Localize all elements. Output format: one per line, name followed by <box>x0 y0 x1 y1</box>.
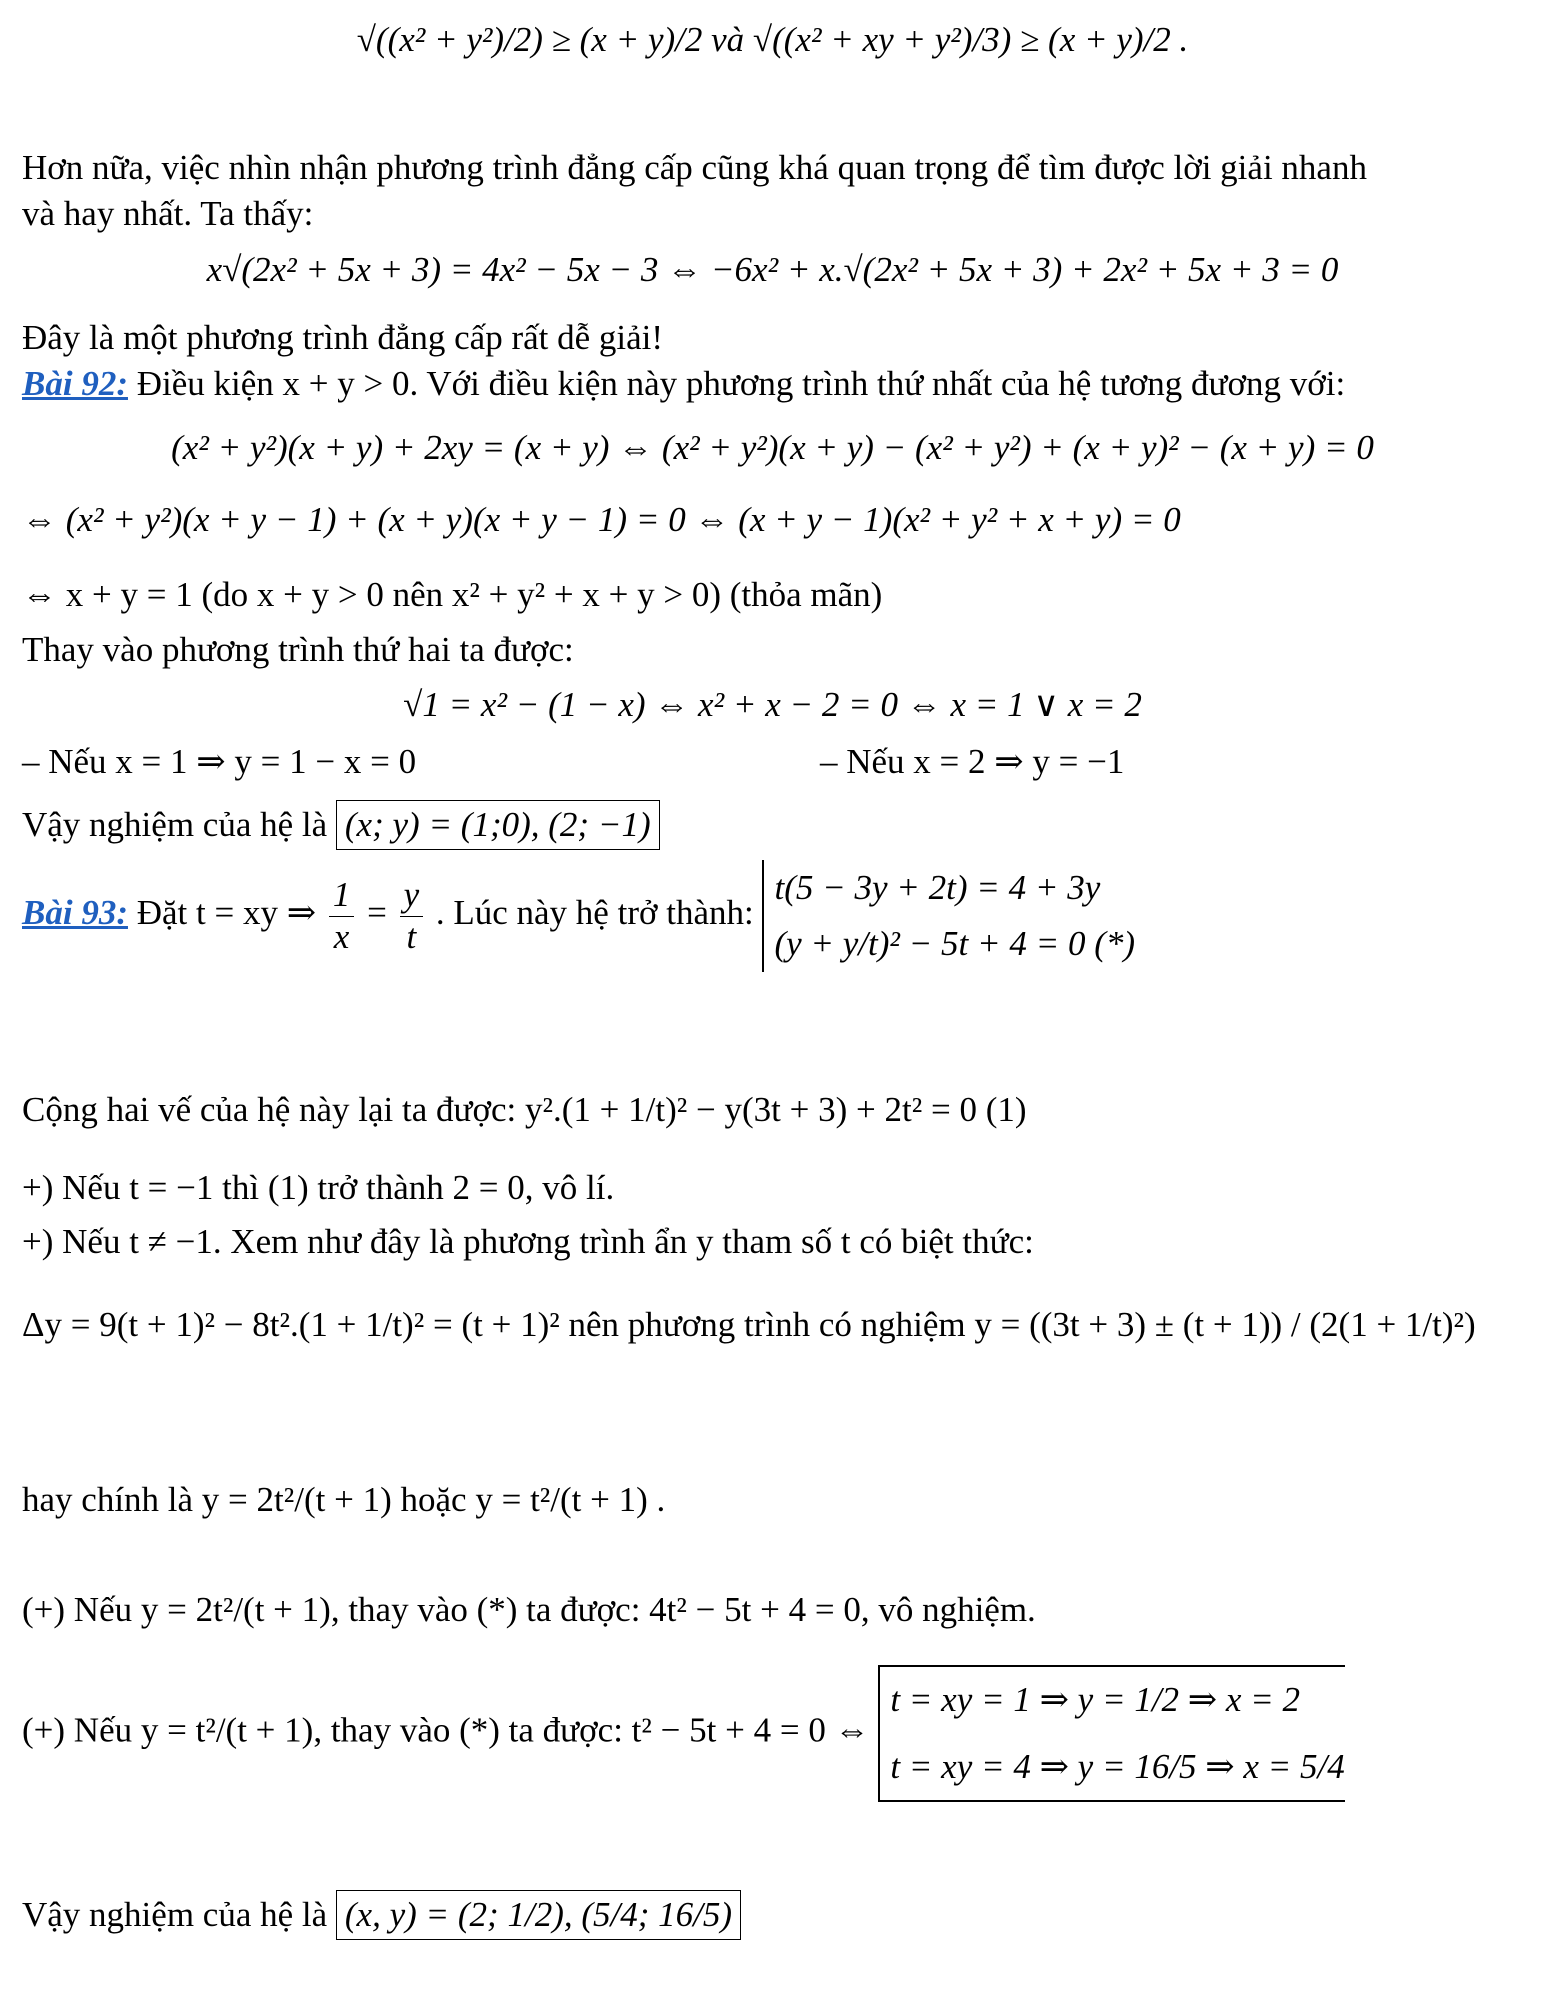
equation-92-line-4 <box>0 685 1545 725</box>
paragraph-text-3: Đây là một phương trình đẳng cấp rất dễ giải! <box>22 318 664 357</box>
equation-92-text-2: ⇔ (x² + y²)(x + y − 1) + (x + y)(x + y − 1) = 0 ⇔ (x + y − 1)(x² + y² + x + y) = 0 <box>22 500 1181 539</box>
fraction-y-over-t <box>400 875 424 957</box>
paragraph-text-4: Thay vào phương trình thứ hai ta được: <box>22 630 574 669</box>
solution-bracket <box>878 1665 1344 1802</box>
case-t-minus-1-text: +) Nếu t = −1 thì (1) trở thành 2 = 0, vô lí. <box>22 1168 615 1207</box>
solutions-y <box>22 1480 665 1520</box>
inequality-line <box>0 20 1545 60</box>
paragraph-line-4 <box>22 630 574 670</box>
equation-92-line-1 <box>0 428 1545 468</box>
answer-93-box: (x, y) = (2; 1/2), (5/4; 16/5) <box>336 1890 741 1940</box>
answer-93-prefix: Vậy nghiệm của hệ là <box>22 1895 336 1934</box>
answer-92-box: (x; y) = (1;0), (2; −1) <box>336 800 660 850</box>
equals-sign: = <box>358 893 396 933</box>
system-equation-1: t(5 − 3y + 2t) = 4 + 3y <box>774 868 1101 907</box>
case-t-minus-1 <box>22 1168 614 1208</box>
problem-92-header <box>22 364 1345 404</box>
answer-92 <box>22 800 660 850</box>
problem-93-label: Bài 93: <box>22 893 128 933</box>
bracket-line-1: t = xy = 1 ⇒ y = 1/2 ⇒ x = 2 <box>890 1680 1301 1719</box>
problem-93-text-b: . Lúc này hệ trở thành: <box>427 893 763 933</box>
problem-93-text-a: Đặt t = xy ⇒ <box>127 893 325 933</box>
problem-93-header <box>22 860 1135 972</box>
equation-homogeneous-text: x√(2x² + 5x + 3) = 4x² − 5x − 3 ⇔ −6x² + x.√(2x² + 5x + 3) + 2x² + 5x + 3 = 0 <box>206 250 1339 289</box>
case-x2-text: – Nếu x = 2 ⇒ y = −1 <box>820 742 1125 781</box>
equation-92-line-3 <box>22 575 882 615</box>
system-equation-2: (y + y/t)² − 5t + 4 = 0 (*) <box>774 924 1136 963</box>
fraction-denominator: x <box>333 916 350 956</box>
case-x1-text: – Nếu x = 1 ⇒ y = 1 − x = 0 <box>22 742 417 781</box>
equation-92-text-1: (x² + y²)(x + y) + 2xy = (x + y) ⇔ (x² + y²)(x + y) − (x² + y²) + (x + y)² − (x + y) = 0 <box>171 428 1374 467</box>
equation-93-line-1 <box>22 1090 1027 1130</box>
bracket-line-2: t = xy = 4 ⇒ y = 16/5 ⇒ x = 5/4 <box>890 1746 1345 1786</box>
paragraph-text-2: và hay nhất. Ta thấy: <box>22 194 314 233</box>
case-x1 <box>22 742 416 782</box>
discriminant-line <box>22 1305 1476 1345</box>
problem-92-text: Điều kiện x + y > 0. Với điều kiện này phương trình thứ nhất của hệ tương đương với: <box>127 364 1346 403</box>
answer-92-prefix: Vậy nghiệm của hệ là <box>22 805 336 844</box>
case-y-2t2-text: (+) Nếu y = 2t²/(t + 1), thay vào (*) ta được: 4t² − 5t + 4 = 0, vô nghiệm. <box>22 1590 1036 1629</box>
equation-92-text-3: ⇔ x + y = 1 (do x + y > 0 nên x² + y² + x + y > 0) (thỏa mãn) <box>22 575 883 614</box>
case-t-not-minus-1-text: +) Nếu t ≠ −1. Xem như đây là phương trình ẩn y tham số t có biệt thức: <box>22 1222 1034 1261</box>
fraction-denominator-2: t <box>406 916 417 956</box>
inequality-text: √((x² + y²)/2) ≥ (x + y)/2 và √((x² + xy + y²)/3) ≥ (x + y)/2 . <box>356 20 1189 59</box>
equation-92-line-2 <box>22 500 1181 540</box>
case-t-not-minus-1 <box>22 1222 1034 1262</box>
case-y-t2 <box>22 1665 1345 1802</box>
paragraph-line-3 <box>22 318 663 358</box>
equation-92-text-4: √1 = x² − (1 − x) ⇔ x² + x − 2 = 0 ⇔ x = 1 ∨ x = 2 <box>403 685 1142 724</box>
paragraph-text-1: Hơn nữa, việc nhìn nhận phương trình đẳng cấp cũng khá quan trọng để tìm được lời giải nhanh <box>22 148 1367 187</box>
solutions-y-text: hay chính là y = 2t²/(t + 1) hoặc y = t²/(t + 1) . <box>22 1480 666 1519</box>
paragraph-line-1 <box>22 148 1367 188</box>
paragraph-line-2 <box>22 194 313 234</box>
case-y-t2-text: (+) Nếu y = t²/(t + 1), thay vào (*) ta được: t² − 5t + 4 = 0 ⇔ <box>22 1710 870 1750</box>
problem-92-label: Bài 92: <box>22 364 128 403</box>
answer-93 <box>22 1890 741 1940</box>
equation-homogeneous <box>0 250 1545 290</box>
discriminant-text: Δy = 9(t + 1)² − 8t².(1 + 1/t)² = (t + 1)² nên phương trình có nghiệm y = ((3t + 3) ± (t + 1)) / (2(1 + 1/t)²) <box>22 1305 1476 1344</box>
equation-system <box>762 860 1135 972</box>
fraction-numerator-2: y <box>400 875 424 916</box>
case-y-2t2 <box>22 1590 1036 1630</box>
fraction-numerator: 1 <box>329 875 355 916</box>
case-x2 <box>820 742 1124 782</box>
equation-93-text-1: Cộng hai vế của hệ này lại ta được: y².(1 + 1/t)² − y(3t + 3) + 2t² = 0 (1) <box>22 1090 1027 1129</box>
fraction-1-over-x <box>329 875 355 957</box>
